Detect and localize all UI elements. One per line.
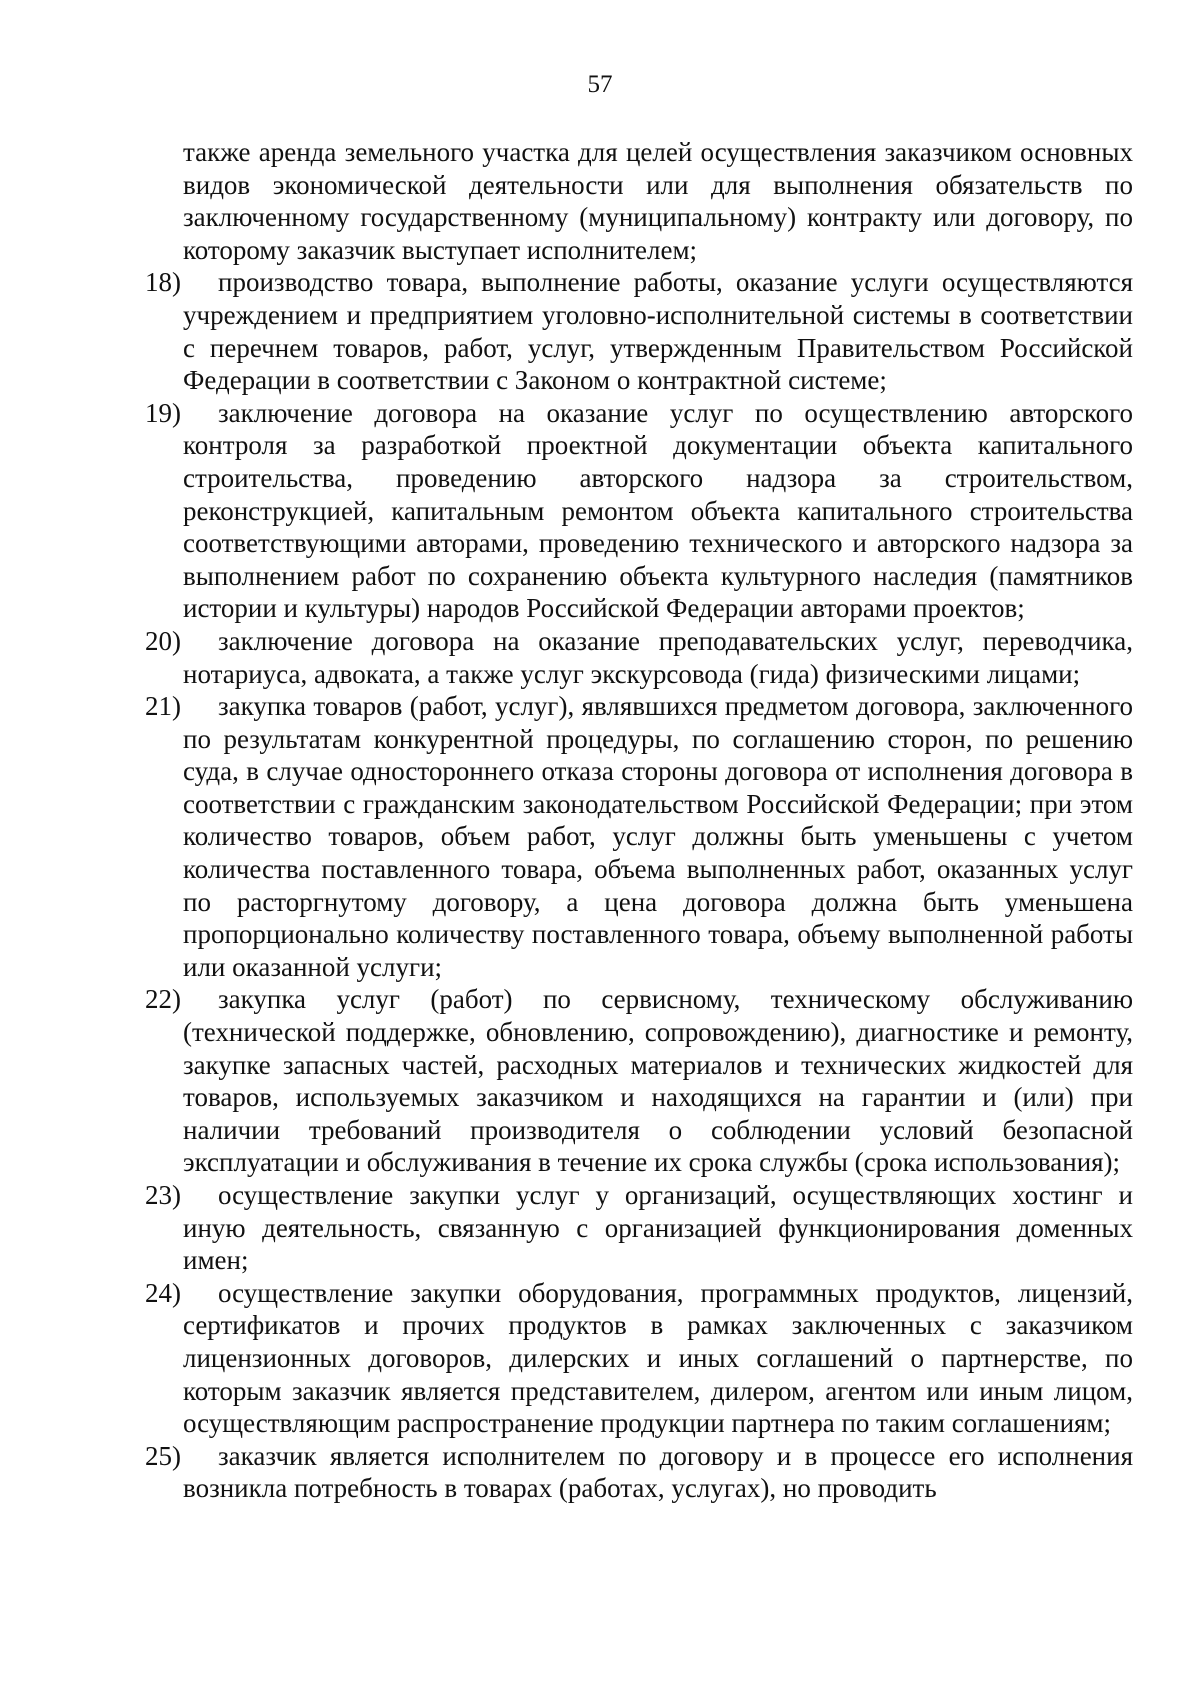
list-item-25 (145, 1440, 1133, 1505)
list-item-22 (145, 983, 1133, 1179)
list-item-number: 22) (145, 984, 181, 1015)
list-item-text: заключение договора на оказание преподавательских услуг, переводчика, нотариуса, адвоката, а также услуг экскурсовода (гида) физическими лицами; (183, 625, 1133, 689)
list-item-24 (145, 1277, 1133, 1440)
list-item-text: закупка товаров (работ, услуг), являвшихся предметом договора, заключенного по результатам конкурентной процедуры, по соглашению сторон, по решению суда, в случае одностороннего отказа стороны договора от исполнения договора в соответствии с гражданским законодательством Российской Федерации; при этом количество товаров, объем работ, услуг должны быть уменьшены с учетом количества поставленного товара, объема выполненных работ, оказанных услуг по расторгнутому договору, а цена договора должна быть уменьшена пропорционально количеству поставленного товара, объему выполненной работы или оказанной услуги; (183, 691, 1133, 982)
list-item-number: 25) (145, 1440, 181, 1471)
list-item-18 (145, 266, 1133, 396)
list-item-19 (145, 397, 1133, 625)
list-item-number: 19) (145, 397, 181, 428)
list-item-20 (145, 625, 1133, 690)
list-item-text: закупка услуг (работ) по сервисному, техническому обслуживанию (технической поддержке, обновлению, сопровождению), диагностике и ремонту, закупке запасных частей, расходных материалов и технических жидкостей для товаров, используемых заказчиком и находящихся на гарантии и (или) при наличии требований производителя о соблюдении условий безопасной эксплуатации и обслуживания в течение их срока службы (срока использования); (183, 984, 1133, 1178)
list-item-number: 23) (145, 1180, 181, 1210)
list-item-number: 20) (145, 625, 181, 656)
list-item-23 (145, 1179, 1133, 1277)
intro-paragraph: также аренда земельного участка для целей осуществления заказчиком основных видов экономической деятельности или для выполнения обязательств по заключенному государственному (муниципальному) контракту или договору, по которому заказчик выступает исполнителем; (183, 137, 1133, 265)
page-number: 57 (587, 71, 613, 98)
list-item-text: заключение договора на оказание услуг по осуществлению авторского контроля за разработкой проектной документации объекта капитального строительства, проведению авторского надзора за строительством, реконструкцией, капитальным ремонтом объекта капитального строительства соответствующими авторами, проведению технического и авторского надзора за выполнением работ по сохранению объекта культурного наследия (памятников истории и культуры) народов Российской Федерации авторами проектов; (183, 397, 1133, 624)
list-item-text: производство товара, выполнение работы, оказание услуги осуществляются учреждением и предприятием уголовно-исполнительной системы в соответствии с перечнем товаров, работ, услуг, утвержденным Правительством Российской Федерации в соответствии с Законом о контрактной системе; (183, 267, 1133, 396)
list-item-21 (145, 690, 1133, 983)
list-item-text: осуществление закупки оборудования, программных продуктов, лицензий, сертификатов и прочих продуктов в рамках заключенных с заказчиком лицензионных договоров, дилерских и иных соглашений о партнерстве, по которым заказчик является представителем, дилером, агентом или иным лицом, осуществляющим распространение продукции партнера по таким соглашениям; (183, 1277, 1133, 1439)
list-item-text: осуществление закупки услуг у организаций, осуществляющих хостинг и иную деятельность, связанную с организацией функционирования доменных имен; (183, 1180, 1133, 1276)
list-item-number: 18) (145, 267, 181, 298)
document-body (145, 136, 1133, 1505)
list-item-text: заказчик является исполнителем по договору и в процессе его исполнения возникла потребность в товарах (работах, услугах), но проводить (183, 1440, 1133, 1504)
list-item-number: 21) (145, 691, 181, 722)
list-item-number: 24) (145, 1277, 181, 1308)
